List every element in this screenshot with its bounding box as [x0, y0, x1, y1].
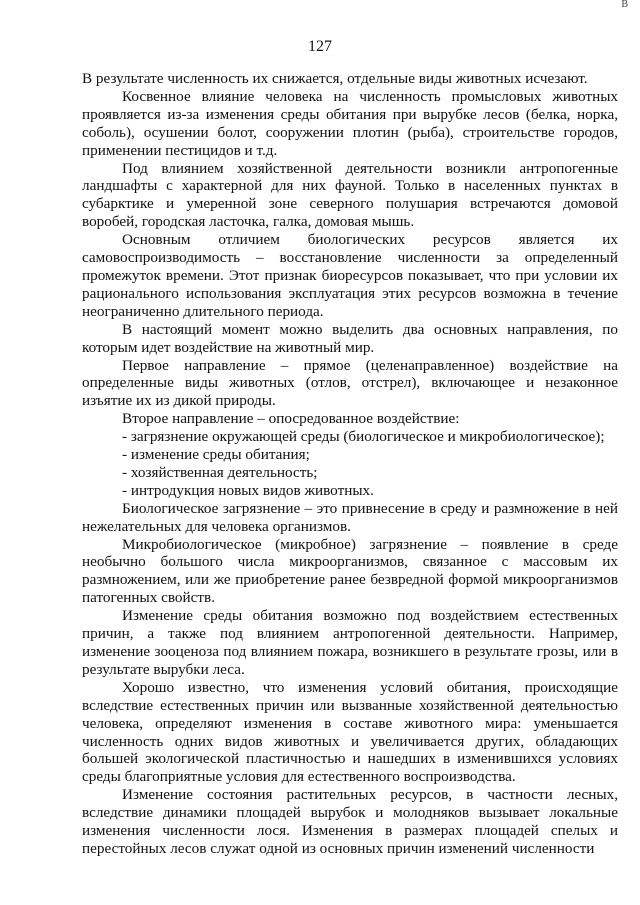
list-item: - хозяйственная деятельность; [122, 463, 318, 481]
corner-mark: В [621, 0, 628, 10]
paragraph: В результате численность их снижается, отдельные виды животных исчезают. [82, 70, 588, 87]
paragraph: Первое направление – прямое (целенаправленное) воздействие на определенные виды животных (отлов, отстрел), включающее и незаконное изъятие их из дикой природы. [82, 356, 618, 410]
paragraph: Микробиологическое (микробное) загрязнение – появление в среде необычно большого числа микроорганизмов, связанное с массовым их размножением, или же приобретение ранее безвредной формой микроорганизмов патогенных свойств. [82, 535, 618, 607]
body-text [82, 70, 618, 858]
paragraph: Изменение среды обитания возможно под воздействием естественных причин, а также под влиянием антропогенной деятельности. Например, изменение зооценоза под влиянием пожара, возникшего в результате грозы, или в результате вырубки леса. [82, 607, 618, 678]
page-number: 127 [308, 38, 332, 55]
paragraph: Изменение состояния растительных ресурсов, в частности лесных, вследствие динамики площадей вырубок и молодняков вызывает локальные изменения численности лося. Изменения в размерах площадей спелых и перестойных лесов служат одной из основных причин изменений численности [82, 786, 618, 857]
paragraph: Косвенное влияние человека на численность промысловых животных проявляется из-за изменения среды обитания при вырубке лесов (белка, норка, соболь), осушении болот, сооружении плотин (рыба), строительстве городов, применении пестицидов и т.д. [82, 87, 618, 159]
paragraph: В настоящий момент можно выделить два основных направления, по которым идет воздействие на животный мир. [82, 320, 618, 356]
paragraph: Основным отличием биологических ресурсов является их самовоспроизводимость – восстановление численности за определенный промежуток времени. Этот признак биоресурсов показывает, что при условии их рационального использования эксплуатация этих ресурсов возможна в течение неограниченно длительного периода. [82, 231, 618, 320]
list-item: - изменение среды обитания; [122, 446, 310, 464]
paragraph: Второе направление – опосредованное воздействие: [122, 410, 460, 428]
list-item: - интродукция новых видов животных. [122, 481, 374, 499]
paragraph: Под влиянием хозяйственной деятельности возникли антропогенные ландшафты с характерной для них фауной. Только в населенных пунктах в субарктике и умеренной зоне северного полушария встречаются домовой воробей, городская ласточка, галка, домовая мышь. [82, 159, 618, 231]
list-item: - загрязнение окружающей среды (биологическое и микробиологическое); [122, 428, 605, 446]
paragraph: Биологическое загрязнение – это привнесение в среду и размножение в ней нежелательных для человека организмов. [82, 499, 618, 535]
paragraph: Хорошо известно, что изменения условий обитания, происходящие вследствие естественных причин или вызванные хозяйственной деятельностью человека, определяют изменения в составе животного мира: уменьшается численность одних видов животных и увеличивается других, обладающих большей экологической пластичностью и нашедших в изменившихся условиях среды благоприятные условия для естественного воспроизводства. [82, 678, 618, 786]
